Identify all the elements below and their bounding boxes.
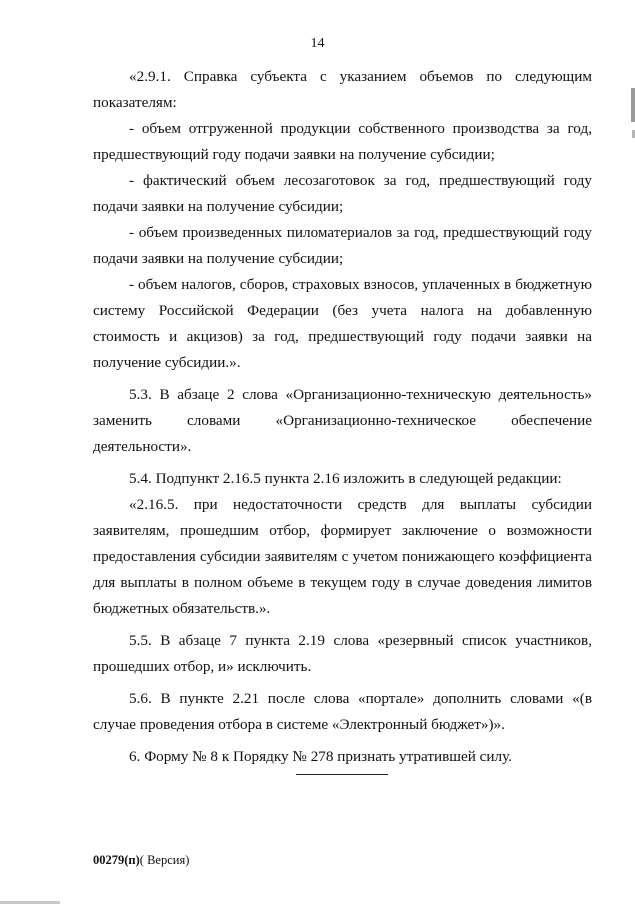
list-item-lumber-volume: - объем произведенных пиломатериалов за год, предшествующий году подачи заявки на получение субсидии; bbox=[93, 224, 592, 267]
list-item-shipped-products: - объем отгруженной продукции собственного производства за год, предшествующий году подачи заявки на получение субсидии; bbox=[93, 120, 592, 163]
list-item-logging-volume: - фактический объем лесозаготовок за год, предшествующий году подачи заявки на получение субсидии; bbox=[93, 172, 592, 215]
paragraph-6: 6. Форму № 8 к Порядку № 278 признать утратившей силу. bbox=[129, 748, 512, 765]
document-code-number: 00279(п) bbox=[93, 853, 140, 867]
paragraph-5-4: 5.4. Подпункт 2.16.5 пункта 2.16 изложить в следующей редакции: bbox=[129, 470, 562, 487]
page-number: 14 bbox=[310, 36, 325, 51]
document-code bbox=[93, 853, 189, 868]
paragraph-2-9-1: «2.9.1. Справка субъекта с указанием объемов по следующим показателям: bbox=[93, 68, 592, 111]
document-version: ( Версия) bbox=[139, 853, 190, 867]
paragraph-5-6: 5.6. В пункте 2.21 после слова «портале» дополнить словами «(в случае проведения отбора в системе «Электронный бюджет»)». bbox=[93, 690, 592, 733]
paragraph-5-3: 5.3. В абзаце 2 слова «Организационно-техническую деятельность» заменить словами «Организационно-техническое обеспечение деятельности». bbox=[93, 386, 592, 455]
scan-edge-mark bbox=[631, 88, 635, 122]
end-divider bbox=[296, 774, 388, 775]
paragraph-2-16-5: «2.16.5. при недостаточности средств для выплаты субсидии заявителям, прошедшим отбор, формирует заключение о возможности предоставления субсидии заявителям с учетом понижающего коэффициента для выплаты в полном объеме в текущем году в случае доведения лимитов бюджетных обязательств.». bbox=[93, 496, 592, 617]
list-item-taxes: - объем налогов, сборов, страховых взносов, уплаченных в бюджетную систему Российской Федерации (без учета налога на добавленную стоимость и акцизов) за год, предшествующий году подачи заявки на получение субсидии.». bbox=[93, 276, 592, 371]
document-body bbox=[93, 64, 592, 770]
paragraph-5-5: 5.5. В абзаце 7 пункта 2.19 слова «резервный список участников, прошедших отбор, и» исключить. bbox=[93, 632, 592, 675]
